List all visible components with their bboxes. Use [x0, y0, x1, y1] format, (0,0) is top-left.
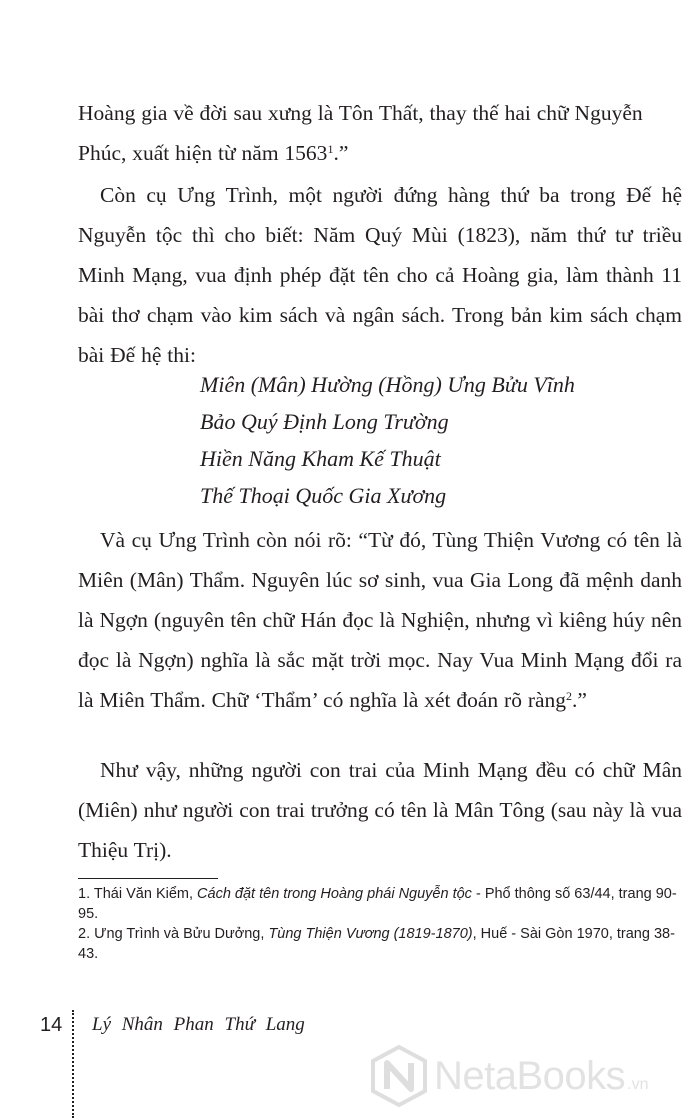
watermark-brand: NetaBooks: [434, 1053, 626, 1098]
paragraph-1-text: Hoàng gia về đời sau xưng là Tôn Thất, thay thế hai chữ Nguyễn Phúc, xuất hiện từ năm 1563: [78, 101, 643, 165]
poem-line: Bảo Quý Định Long Trường: [200, 409, 449, 434]
footnote-author: Ưng Trình và Bửu Dưởng,: [94, 926, 265, 942]
running-footer-author: Lý Nhân Phan Thứ Lang: [92, 1014, 305, 1035]
dotted-divider: [72, 1010, 74, 1118]
poem: [200, 366, 575, 514]
page-number: 14: [40, 1014, 63, 1036]
footnote-title: Cách đặt tên trong Hoàng phái Nguyễn tộc: [197, 886, 472, 902]
footnote-rule: [78, 878, 218, 879]
paragraph-1: [78, 93, 682, 173]
watermark: [370, 1042, 690, 1110]
paragraph-2: [78, 175, 682, 375]
footnote-title: Tùng Thiện Vương (1819-1870): [268, 926, 473, 942]
paragraph-3-text: Và cụ Ưng Trình còn nói rõ: “Từ đó, Tùng Thiện Vương có tên là Miên (Mân) Thẩm. Nguyên lúc sơ sinh, vua Gia Long đã mệnh danh là Ngợn (nguyên tên chữ Hán đọc là Nghiện, nhưng vì kiêng húy nên đọc là Ngợn) nghĩa là sắc mặt trời mọc. Nay Vua Minh Mạng đổi ra là Miên Thẩm. Chữ ‘Thẩm’ có nghĩa là xét đoán rõ ràng: [78, 528, 682, 712]
poem-line: Hiền Năng Kham Kế Thuật: [200, 446, 441, 471]
footnotes: [78, 884, 678, 964]
paragraph-4-text: Như vậy, những người con trai của Minh Mạng đều có chữ Mân (Miên) như người con trai trưởng có tên là Mân Tông (sau này là vua Thiệu Trị).: [78, 758, 682, 862]
watermark-suffix: .vn: [627, 1076, 649, 1093]
paragraph-3: [78, 520, 682, 720]
paragraph-1-end: .”: [333, 141, 349, 165]
paragraph-4: [78, 750, 682, 870]
footnote-number: 2.: [78, 926, 91, 942]
footnote-ref-1: 1: [327, 142, 334, 156]
footnote-number: 1.: [78, 886, 91, 902]
footnote-2: [78, 924, 678, 964]
footnote-rest: - Phổ thông số 63/44, trang 90-95.: [78, 886, 677, 922]
poem-line: Thế Thoại Quốc Gia Xương: [200, 483, 447, 508]
poem-line: Miên (Mân) Hường (Hồng) Ưng Bửu Vĩnh: [200, 372, 575, 397]
footnote-1: [78, 884, 678, 924]
footnote-rest: , Huế - Sài Gòn 1970, trang 38-43.: [78, 926, 675, 962]
footnote-ref-2: 2: [566, 689, 573, 703]
footnote-author: Thái Văn Kiểm,: [93, 886, 194, 902]
paragraph-2-text: Còn cụ Ưng Trình, một người đứng hàng thứ ba trong Đế hệ Nguyễn tộc thì cho biết: Năm Quý Mùi (1823), năm thứ tư triều Minh Mạng, vua định phép đặt tên cho cả Hoàng gia, làm thành 11 bài thơ chạm vào kim sách và ngân sách. Trong bản kim sách chạm bài Đế hệ thi:: [78, 183, 682, 367]
netabooks-logo-icon: [370, 1045, 428, 1107]
paragraph-3-end: .”: [572, 688, 587, 712]
